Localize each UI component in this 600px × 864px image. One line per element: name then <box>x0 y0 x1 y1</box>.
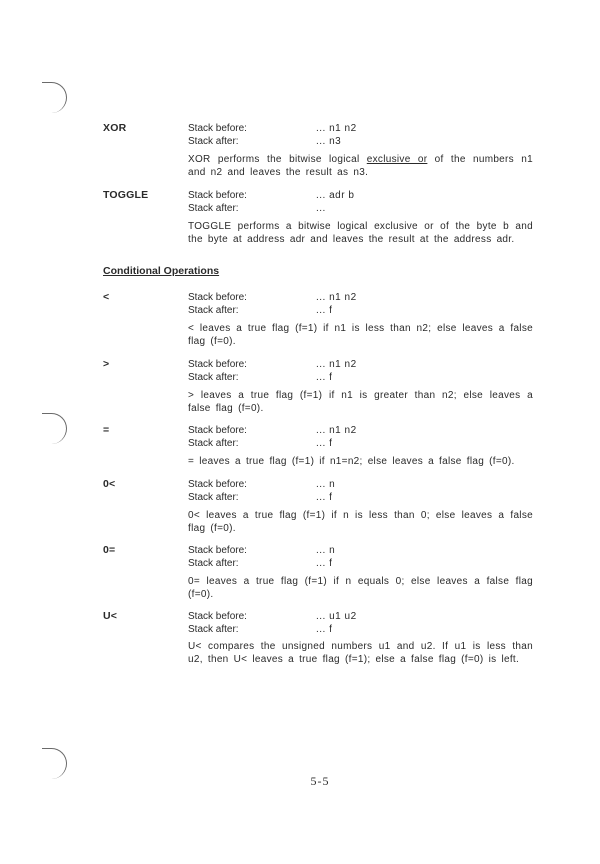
stack-before-value: ... n1 n2 <box>316 292 357 303</box>
stack-before-label: Stack before: <box>188 359 247 370</box>
stack-after-value: ... f <box>316 558 333 569</box>
stack-after-value: ... f <box>316 492 333 503</box>
stack-after-value: ... f <box>316 305 333 316</box>
binder-hole-mark <box>42 82 67 113</box>
word-description: = leaves a true flag (f=1) if n1=n2; else leaves a false flag (f=0). <box>188 456 515 467</box>
stack-before-value: ... adr b <box>316 190 355 201</box>
stack-after-label: Stack after: <box>188 438 239 449</box>
stack-effect <box>188 122 533 148</box>
stack-after-label: Stack after: <box>188 203 239 214</box>
word-name: > <box>103 358 110 370</box>
stack-after-value: ... f <box>316 372 333 383</box>
stack-after-value: ... f <box>316 438 333 449</box>
stack-effect <box>188 358 533 384</box>
word-name: 0= <box>103 544 116 556</box>
stack-before-value: ... u1 u2 <box>316 611 357 622</box>
stack-before-label: Stack before: <box>188 292 247 303</box>
stack-after-label: Stack after: <box>188 558 239 569</box>
stack-before-value: ... n <box>316 479 336 490</box>
stack-before-value: ... n1 n2 <box>316 425 357 436</box>
stack-after-label: Stack after: <box>188 372 239 383</box>
word-description: 0= leaves a true flag (f=1) if n equals 0; else leaves a false flag (f=0). <box>188 576 533 600</box>
word-name: TOGGLE <box>103 189 149 201</box>
section-heading: Conditional Operations <box>103 265 220 277</box>
description-underlined-text: exclusive or <box>366 154 428 165</box>
description-text: XOR performs the bitwise logical <box>188 154 367 165</box>
stack-after-label: Stack after: <box>188 136 239 147</box>
page-number: 5-5 <box>310 774 330 788</box>
stack-before-label: Stack before: <box>188 123 247 134</box>
binder-hole-mark <box>42 748 67 779</box>
stack-effect <box>188 610 533 636</box>
word-name: XOR <box>103 122 127 134</box>
stack-effect <box>188 291 533 317</box>
stack-before-value: ... n1 n2 <box>316 359 357 370</box>
word-description <box>188 153 533 179</box>
word-description: U< compares the unsigned numbers u1 and u2. If u1 is less than u2, then U< leaves a true flag (f=1); else a false flag (f=0) is left. <box>188 641 533 665</box>
word-name: U< <box>103 610 118 622</box>
word-description: < leaves a true flag (f=1) if n1 is less than n2; else leaves a false flag (f=0). <box>188 323 533 347</box>
stack-before-label: Stack before: <box>188 611 247 622</box>
stack-effect <box>188 478 533 504</box>
stack-after-value: ... <box>316 203 326 214</box>
stack-after-label: Stack after: <box>188 305 239 316</box>
stack-before-label: Stack before: <box>188 425 247 436</box>
stack-before-label: Stack before: <box>188 190 247 201</box>
word-name: = <box>103 424 110 436</box>
stack-after-value: ... n3 <box>316 136 342 147</box>
description-text: of the numbers n1 and n2 and leaves the result as n3. <box>188 154 533 178</box>
stack-before-value: ... n1 n2 <box>316 123 357 134</box>
stack-effect <box>188 189 533 215</box>
word-name: 0< <box>103 478 116 490</box>
stack-before-label: Stack before: <box>188 479 247 490</box>
stack-after-label: Stack after: <box>188 492 239 503</box>
stack-effect <box>188 424 533 450</box>
word-description: > leaves a true flag (f=1) if n1 is greater than n2; else leaves a false flag (f=0). <box>188 390 533 414</box>
stack-before-value: ... n <box>316 545 336 556</box>
stack-effect <box>188 544 533 570</box>
stack-before-label: Stack before: <box>188 545 247 556</box>
stack-after-value: ... f <box>316 624 333 635</box>
word-name: < <box>103 291 110 303</box>
word-description: 0< leaves a true flag (f=1) if n is less than 0; else leaves a false flag (f=0). <box>188 510 533 534</box>
binder-hole-mark <box>42 413 67 444</box>
stack-after-label: Stack after: <box>188 624 239 635</box>
word-description: TOGGLE performs a bitwise logical exclusive or of the byte b and the byte at address adr and leaves the result at the address adr. <box>188 221 533 245</box>
